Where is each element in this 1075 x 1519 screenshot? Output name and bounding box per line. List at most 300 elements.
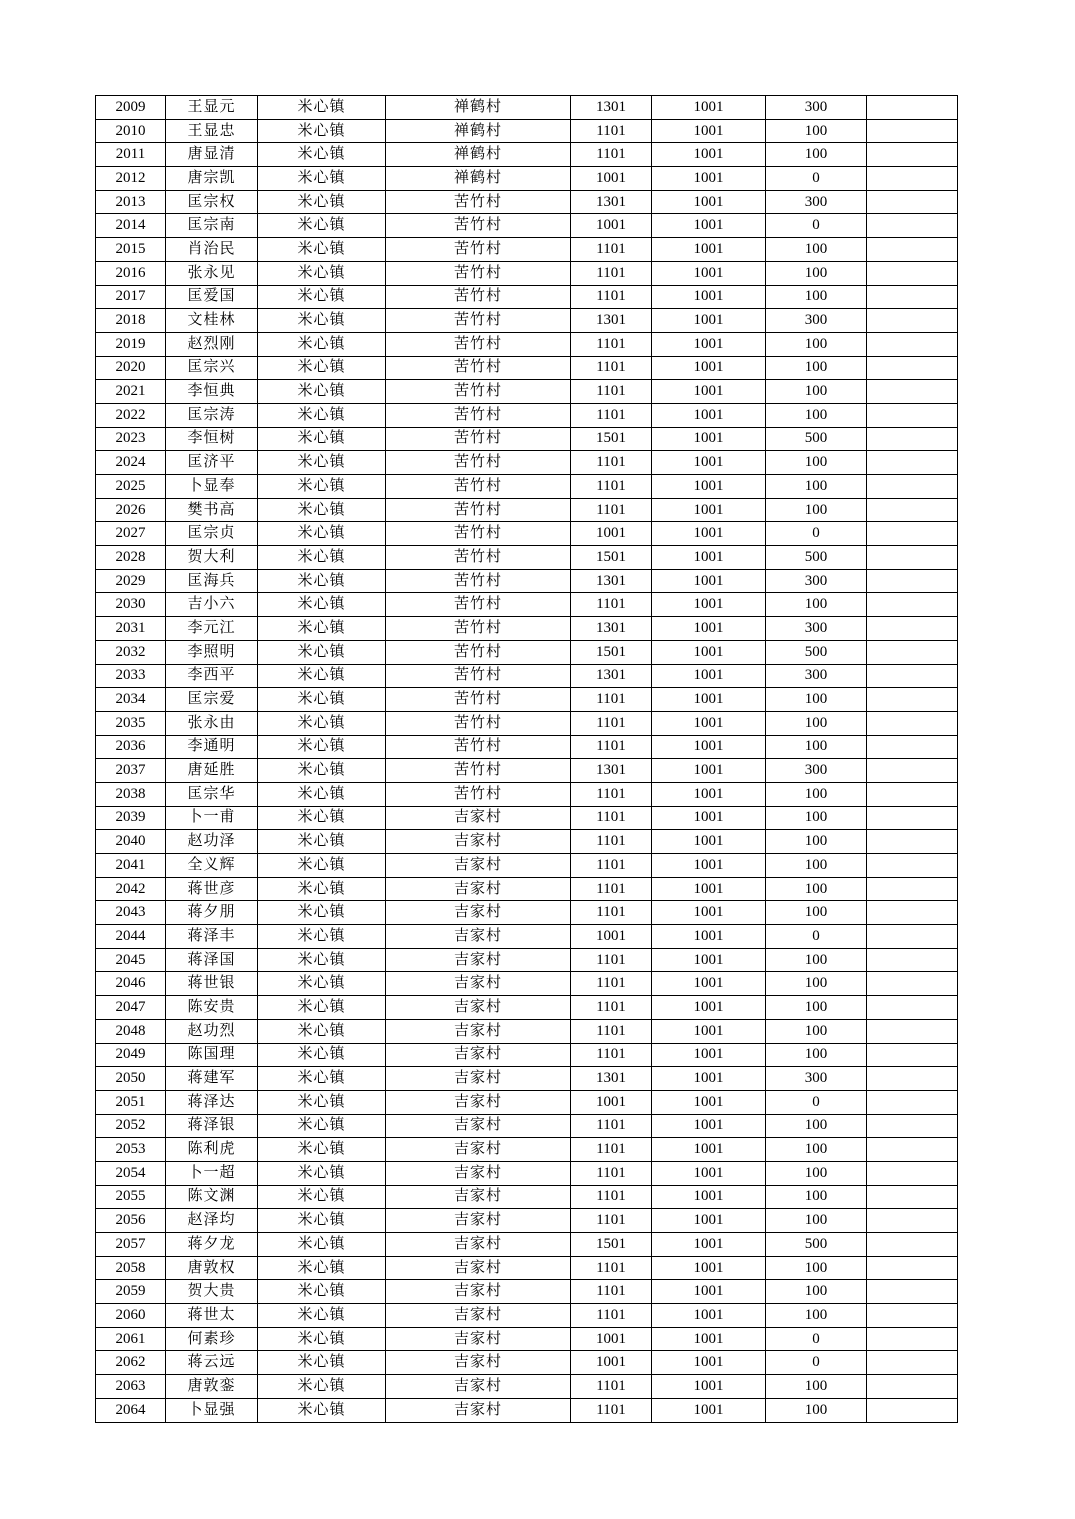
cell-person-name: 赵功泽	[166, 830, 258, 854]
cell-base-amount: 1001	[652, 664, 766, 688]
cell-extra-amount: 100	[766, 1185, 867, 1209]
cell-person-name: 蒋夕朋	[166, 901, 258, 925]
cell-remark	[867, 806, 958, 830]
cell-base-amount: 1001	[652, 522, 766, 546]
cell-town: 米心镇	[258, 1161, 386, 1185]
cell-extra-amount: 300	[766, 1067, 867, 1091]
cell-person-name: 蒋世彦	[166, 877, 258, 901]
cell-town: 米心镇	[258, 972, 386, 996]
cell-seq-number: 2018	[96, 309, 166, 333]
cell-remark	[867, 925, 958, 949]
cell-seq-number: 2053	[96, 1138, 166, 1162]
cell-extra-amount: 0	[766, 925, 867, 949]
cell-person-name: 匡海兵	[166, 569, 258, 593]
cell-seq-number: 2019	[96, 332, 166, 356]
table-row	[96, 238, 958, 262]
cell-remark	[867, 119, 958, 143]
cell-town: 米心镇	[258, 332, 386, 356]
cell-base-amount: 1001	[652, 1398, 766, 1422]
cell-town: 米心镇	[258, 830, 386, 854]
table-row	[96, 996, 958, 1020]
cell-person-name: 肖治民	[166, 238, 258, 262]
cell-total-amount: 1101	[571, 498, 652, 522]
cell-remark	[867, 1398, 958, 1422]
cell-person-name: 匡宗兴	[166, 356, 258, 380]
cell-total-amount: 1001	[571, 1090, 652, 1114]
cell-seq-number: 2039	[96, 806, 166, 830]
cell-town: 米心镇	[258, 1327, 386, 1351]
cell-base-amount: 1001	[652, 1256, 766, 1280]
cell-person-name: 蒋泽银	[166, 1114, 258, 1138]
cell-town: 米心镇	[258, 569, 386, 593]
table-row	[96, 1043, 958, 1067]
cell-seq-number: 2045	[96, 948, 166, 972]
cell-person-name: 匡爱国	[166, 285, 258, 309]
cell-village: 苦竹村	[386, 640, 571, 664]
cell-person-name: 李照明	[166, 640, 258, 664]
cell-extra-amount: 100	[766, 356, 867, 380]
cell-remark	[867, 569, 958, 593]
cell-total-amount: 1301	[571, 664, 652, 688]
cell-seq-number: 2016	[96, 261, 166, 285]
cell-remark	[867, 901, 958, 925]
cell-seq-number: 2033	[96, 664, 166, 688]
table-row	[96, 782, 958, 806]
cell-extra-amount: 0	[766, 1327, 867, 1351]
cell-extra-amount: 100	[766, 332, 867, 356]
cell-town: 米心镇	[258, 1043, 386, 1067]
table-body	[96, 96, 958, 1423]
cell-town: 米心镇	[258, 617, 386, 641]
cell-town: 米心镇	[258, 546, 386, 570]
cell-remark	[867, 522, 958, 546]
cell-remark	[867, 403, 958, 427]
cell-person-name: 卜一甫	[166, 806, 258, 830]
cell-person-name: 樊书高	[166, 498, 258, 522]
cell-town: 米心镇	[258, 451, 386, 475]
cell-total-amount: 1001	[571, 1351, 652, 1375]
cell-base-amount: 1001	[652, 96, 766, 120]
cell-town: 米心镇	[258, 1304, 386, 1328]
cell-village: 苦竹村	[386, 403, 571, 427]
cell-village: 吉家村	[386, 877, 571, 901]
table-row	[96, 309, 958, 333]
cell-extra-amount: 300	[766, 664, 867, 688]
cell-person-name: 蒋泽国	[166, 948, 258, 972]
cell-total-amount: 1101	[571, 996, 652, 1020]
cell-person-name: 张永由	[166, 711, 258, 735]
table-row	[96, 143, 958, 167]
cell-town: 米心镇	[258, 1375, 386, 1399]
cell-total-amount: 1101	[571, 451, 652, 475]
cell-village: 苦竹村	[386, 309, 571, 333]
cell-person-name: 匡宗南	[166, 214, 258, 238]
cell-base-amount: 1001	[652, 498, 766, 522]
table-row	[96, 617, 958, 641]
cell-village: 吉家村	[386, 1209, 571, 1233]
cell-seq-number: 2021	[96, 380, 166, 404]
cell-village: 禅鹤村	[386, 96, 571, 120]
cell-total-amount: 1101	[571, 380, 652, 404]
cell-extra-amount: 100	[766, 238, 867, 262]
cell-extra-amount: 100	[766, 1138, 867, 1162]
cell-base-amount: 1001	[652, 1209, 766, 1233]
cell-extra-amount: 100	[766, 119, 867, 143]
cell-extra-amount: 100	[766, 143, 867, 167]
cell-extra-amount: 100	[766, 285, 867, 309]
cell-seq-number: 2025	[96, 475, 166, 499]
cell-remark	[867, 735, 958, 759]
cell-base-amount: 1001	[652, 1327, 766, 1351]
cell-seq-number: 2043	[96, 901, 166, 925]
cell-town: 米心镇	[258, 1256, 386, 1280]
cell-total-amount: 1301	[571, 617, 652, 641]
table-row	[96, 830, 958, 854]
cell-extra-amount: 100	[766, 498, 867, 522]
cell-extra-amount: 100	[766, 901, 867, 925]
cell-total-amount: 1301	[571, 1067, 652, 1091]
cell-total-amount: 1101	[571, 238, 652, 262]
cell-remark	[867, 877, 958, 901]
cell-town: 米心镇	[258, 1351, 386, 1375]
cell-base-amount: 1001	[652, 617, 766, 641]
cell-total-amount: 1501	[571, 427, 652, 451]
cell-extra-amount: 300	[766, 617, 867, 641]
cell-extra-amount: 0	[766, 522, 867, 546]
cell-village: 苦竹村	[386, 332, 571, 356]
cell-base-amount: 1001	[652, 285, 766, 309]
cell-extra-amount: 100	[766, 1114, 867, 1138]
cell-seq-number: 2028	[96, 546, 166, 570]
cell-person-name: 匡宗涛	[166, 403, 258, 427]
cell-person-name: 卜一超	[166, 1161, 258, 1185]
cell-town: 米心镇	[258, 1398, 386, 1422]
cell-extra-amount: 100	[766, 688, 867, 712]
cell-total-amount: 1101	[571, 830, 652, 854]
table-row	[96, 522, 958, 546]
table-row	[96, 498, 958, 522]
cell-total-amount: 1001	[571, 522, 652, 546]
cell-total-amount: 1501	[571, 640, 652, 664]
cell-total-amount: 1301	[571, 309, 652, 333]
cell-total-amount: 1101	[571, 782, 652, 806]
cell-base-amount: 1001	[652, 901, 766, 925]
cell-town: 米心镇	[258, 1138, 386, 1162]
cell-remark	[867, 1043, 958, 1067]
cell-person-name: 匡宗贞	[166, 522, 258, 546]
cell-base-amount: 1001	[652, 1185, 766, 1209]
cell-person-name: 蒋泽丰	[166, 925, 258, 949]
cell-seq-number: 2050	[96, 1067, 166, 1091]
table-row	[96, 214, 958, 238]
table-row	[96, 569, 958, 593]
cell-seq-number: 2062	[96, 1351, 166, 1375]
cell-person-name: 蒋世银	[166, 972, 258, 996]
cell-town: 米心镇	[258, 782, 386, 806]
table-row	[96, 925, 958, 949]
cell-seq-number: 2046	[96, 972, 166, 996]
cell-base-amount: 1001	[652, 332, 766, 356]
cell-base-amount: 1001	[652, 1138, 766, 1162]
cell-seq-number: 2061	[96, 1327, 166, 1351]
cell-village: 苦竹村	[386, 569, 571, 593]
table-row	[96, 285, 958, 309]
cell-total-amount: 1301	[571, 569, 652, 593]
cell-total-amount: 1101	[571, 1256, 652, 1280]
cell-village: 吉家村	[386, 948, 571, 972]
cell-total-amount: 1101	[571, 806, 652, 830]
cell-base-amount: 1001	[652, 475, 766, 499]
cell-person-name: 蒋云远	[166, 1351, 258, 1375]
cell-total-amount: 1101	[571, 1209, 652, 1233]
cell-extra-amount: 100	[766, 451, 867, 475]
cell-town: 米心镇	[258, 1185, 386, 1209]
table-row	[96, 711, 958, 735]
cell-base-amount: 1001	[652, 735, 766, 759]
cell-remark	[867, 1114, 958, 1138]
cell-base-amount: 1001	[652, 1233, 766, 1257]
cell-total-amount: 1301	[571, 190, 652, 214]
cell-person-name: 赵泽均	[166, 1209, 258, 1233]
cell-base-amount: 1001	[652, 948, 766, 972]
cell-extra-amount: 100	[766, 1304, 867, 1328]
cell-town: 米心镇	[258, 143, 386, 167]
cell-base-amount: 1001	[652, 356, 766, 380]
table-row	[96, 190, 958, 214]
table-row	[96, 475, 958, 499]
cell-village: 苦竹村	[386, 356, 571, 380]
cell-person-name: 吉小六	[166, 593, 258, 617]
cell-extra-amount: 300	[766, 309, 867, 333]
cell-village: 吉家村	[386, 972, 571, 996]
cell-remark	[867, 593, 958, 617]
cell-remark	[867, 1351, 958, 1375]
table-row	[96, 1304, 958, 1328]
cell-remark	[867, 261, 958, 285]
cell-town: 米心镇	[258, 119, 386, 143]
cell-base-amount: 1001	[652, 190, 766, 214]
cell-town: 米心镇	[258, 1233, 386, 1257]
cell-village: 禅鹤村	[386, 119, 571, 143]
cell-base-amount: 1001	[652, 782, 766, 806]
cell-base-amount: 1001	[652, 380, 766, 404]
cell-total-amount: 1301	[571, 96, 652, 120]
cell-total-amount: 1001	[571, 1327, 652, 1351]
cell-person-name: 唐延胜	[166, 759, 258, 783]
cell-total-amount: 1101	[571, 1280, 652, 1304]
cell-seq-number: 2013	[96, 190, 166, 214]
cell-extra-amount: 100	[766, 830, 867, 854]
cell-seq-number: 2014	[96, 214, 166, 238]
cell-remark	[867, 143, 958, 167]
cell-town: 米心镇	[258, 1280, 386, 1304]
table-row	[96, 332, 958, 356]
cell-person-name: 蒋世太	[166, 1304, 258, 1328]
cell-extra-amount: 100	[766, 948, 867, 972]
table-row	[96, 427, 958, 451]
table-row	[96, 1327, 958, 1351]
cell-extra-amount: 100	[766, 782, 867, 806]
cell-total-amount: 1001	[571, 925, 652, 949]
cell-extra-amount: 100	[766, 380, 867, 404]
cell-total-amount: 1101	[571, 403, 652, 427]
cell-extra-amount: 100	[766, 1043, 867, 1067]
cell-base-amount: 1001	[652, 1019, 766, 1043]
cell-base-amount: 1001	[652, 238, 766, 262]
table-row	[96, 972, 958, 996]
cell-seq-number: 2015	[96, 238, 166, 262]
cell-extra-amount: 100	[766, 261, 867, 285]
cell-village: 苦竹村	[386, 238, 571, 262]
cell-village: 吉家村	[386, 925, 571, 949]
cell-extra-amount: 100	[766, 1398, 867, 1422]
cell-person-name: 赵功烈	[166, 1019, 258, 1043]
cell-village: 苦竹村	[386, 735, 571, 759]
table-row	[96, 96, 958, 120]
cell-base-amount: 1001	[652, 167, 766, 191]
cell-remark	[867, 854, 958, 878]
cell-town: 米心镇	[258, 261, 386, 285]
cell-town: 米心镇	[258, 806, 386, 830]
cell-seq-number: 2057	[96, 1233, 166, 1257]
cell-town: 米心镇	[258, 238, 386, 262]
cell-town: 米心镇	[258, 901, 386, 925]
cell-total-amount: 1501	[571, 1233, 652, 1257]
cell-seq-number: 2030	[96, 593, 166, 617]
cell-seq-number: 2024	[96, 451, 166, 475]
cell-base-amount: 1001	[652, 688, 766, 712]
cell-person-name: 陈文渊	[166, 1185, 258, 1209]
cell-extra-amount: 100	[766, 735, 867, 759]
cell-seq-number: 2012	[96, 167, 166, 191]
cell-village: 吉家村	[386, 1043, 571, 1067]
cell-seq-number: 2023	[96, 427, 166, 451]
cell-town: 米心镇	[258, 854, 386, 878]
cell-village: 吉家村	[386, 1161, 571, 1185]
cell-total-amount: 1101	[571, 261, 652, 285]
cell-remark	[867, 688, 958, 712]
table-row	[96, 593, 958, 617]
cell-seq-number: 2026	[96, 498, 166, 522]
cell-person-name: 蒋建军	[166, 1067, 258, 1091]
cell-person-name: 匡济平	[166, 451, 258, 475]
cell-seq-number: 2059	[96, 1280, 166, 1304]
cell-town: 米心镇	[258, 403, 386, 427]
cell-town: 米心镇	[258, 1067, 386, 1091]
cell-seq-number: 2060	[96, 1304, 166, 1328]
cell-base-amount: 1001	[652, 261, 766, 285]
cell-base-amount: 1001	[652, 1351, 766, 1375]
cell-total-amount: 1101	[571, 475, 652, 499]
cell-village: 苦竹村	[386, 261, 571, 285]
cell-base-amount: 1001	[652, 972, 766, 996]
cell-town: 米心镇	[258, 640, 386, 664]
table-row	[96, 877, 958, 901]
cell-extra-amount: 500	[766, 427, 867, 451]
cell-seq-number: 2052	[96, 1114, 166, 1138]
cell-village: 苦竹村	[386, 664, 571, 688]
cell-village: 苦竹村	[386, 380, 571, 404]
cell-extra-amount: 300	[766, 190, 867, 214]
cell-person-name: 王显元	[166, 96, 258, 120]
cell-person-name: 卜显奉	[166, 475, 258, 499]
cell-seq-number: 2058	[96, 1256, 166, 1280]
cell-extra-amount: 100	[766, 854, 867, 878]
cell-total-amount: 1101	[571, 332, 652, 356]
table-row	[96, 1398, 958, 1422]
cell-total-amount: 1101	[571, 735, 652, 759]
cell-total-amount: 1001	[571, 214, 652, 238]
cell-total-amount: 1101	[571, 972, 652, 996]
table-row	[96, 1233, 958, 1257]
cell-town: 米心镇	[258, 498, 386, 522]
cell-base-amount: 1001	[652, 119, 766, 143]
cell-remark	[867, 332, 958, 356]
cell-base-amount: 1001	[652, 925, 766, 949]
cell-village: 吉家村	[386, 901, 571, 925]
cell-seq-number: 2064	[96, 1398, 166, 1422]
cell-village: 苦竹村	[386, 711, 571, 735]
cell-extra-amount: 500	[766, 640, 867, 664]
cell-remark	[867, 475, 958, 499]
cell-base-amount: 1001	[652, 143, 766, 167]
cell-remark	[867, 498, 958, 522]
cell-town: 米心镇	[258, 711, 386, 735]
cell-person-name: 贺大贵	[166, 1280, 258, 1304]
cell-extra-amount: 300	[766, 96, 867, 120]
cell-seq-number: 2037	[96, 759, 166, 783]
cell-extra-amount: 500	[766, 546, 867, 570]
cell-village: 苦竹村	[386, 617, 571, 641]
cell-village: 吉家村	[386, 1304, 571, 1328]
cell-seq-number: 2056	[96, 1209, 166, 1233]
cell-base-amount: 1001	[652, 593, 766, 617]
cell-base-amount: 1001	[652, 403, 766, 427]
cell-extra-amount: 100	[766, 1256, 867, 1280]
table-row	[96, 1375, 958, 1399]
table-row	[96, 688, 958, 712]
cell-seq-number: 2029	[96, 569, 166, 593]
cell-town: 米心镇	[258, 948, 386, 972]
cell-remark	[867, 451, 958, 475]
cell-seq-number: 2020	[96, 356, 166, 380]
table-row	[96, 1019, 958, 1043]
cell-town: 米心镇	[258, 190, 386, 214]
table-row	[96, 901, 958, 925]
table-row	[96, 640, 958, 664]
cell-total-amount: 1001	[571, 167, 652, 191]
cell-extra-amount: 100	[766, 972, 867, 996]
cell-extra-amount: 100	[766, 475, 867, 499]
table-row	[96, 403, 958, 427]
cell-seq-number: 2041	[96, 854, 166, 878]
cell-seq-number: 2042	[96, 877, 166, 901]
cell-remark	[867, 948, 958, 972]
cell-person-name: 赵烈刚	[166, 332, 258, 356]
cell-base-amount: 1001	[652, 309, 766, 333]
cell-village: 苦竹村	[386, 427, 571, 451]
table-row	[96, 854, 958, 878]
cell-total-amount: 1101	[571, 1138, 652, 1162]
cell-town: 米心镇	[258, 925, 386, 949]
cell-remark	[867, 1161, 958, 1185]
cell-base-amount: 1001	[652, 830, 766, 854]
cell-remark	[867, 1256, 958, 1280]
cell-person-name: 李恒树	[166, 427, 258, 451]
table-row	[96, 664, 958, 688]
cell-person-name: 唐宗凯	[166, 167, 258, 191]
cell-village: 吉家村	[386, 1327, 571, 1351]
